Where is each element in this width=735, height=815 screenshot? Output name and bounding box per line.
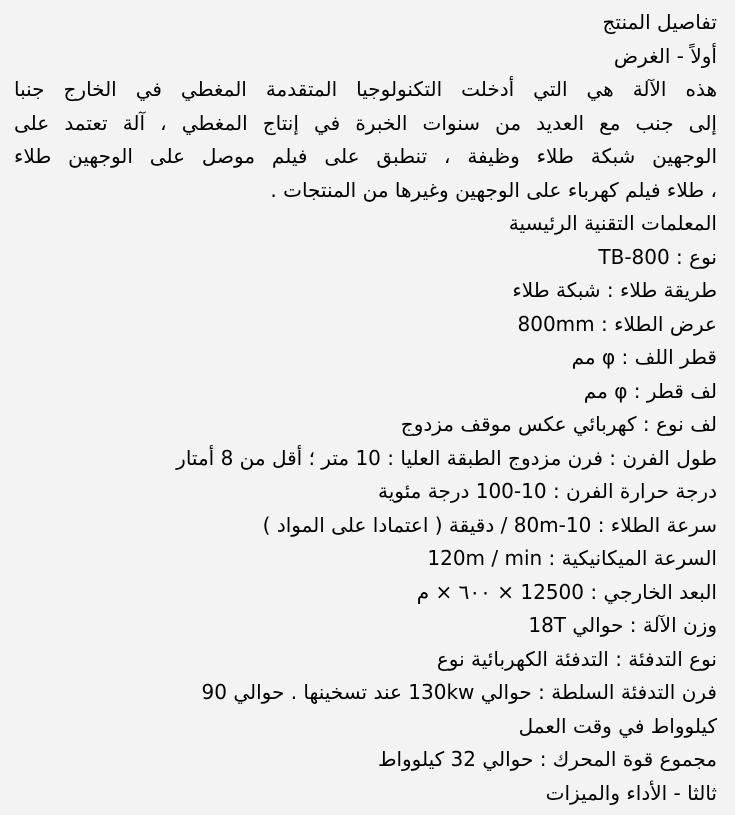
spec-line-coating-method: طريقة طلاء : شبكة طلاء <box>512 278 717 302</box>
spec-line-winding-diameter: قطر اللف : φ مم <box>571 345 717 369</box>
section-title-product-details: تفاصيل المنتج <box>602 10 717 34</box>
spec-line-heating-power: فرن التدفئة السلطة : حوالي 130kw عند تسخينها . حوالي 90 <box>201 680 717 704</box>
spec-line-heating-power-continued: كيلوواط في وقت العمل <box>518 713 717 738</box>
section-heading-performance: ثالثا - الأداء والميزات <box>545 780 717 805</box>
spec-line-winding-type: لف نوع : كهربائي عكس موقف مزدوج <box>400 412 717 436</box>
paragraph-line: الوجهين شبكة طلاء وظيفة ، تنطبق على فيلم موصل على الوجهين طلاء <box>14 144 717 168</box>
spec-line-unwinding-diameter: لف قطر : φ مم <box>583 378 717 403</box>
spec-line-heating-type: نوع التدفئة : التدفئة الكهربائية نوع <box>436 646 717 671</box>
spec-line-outer-dimensions: البعد الخارجي : 12500 × ٦٠٠ × م <box>416 579 717 604</box>
spec-line-coating-width: عرض الطلاء : 800mm <box>517 311 717 336</box>
spec-line-oven-temperature: درجة حرارة الفرن : 10-100 درجة مئوية <box>378 479 717 503</box>
spec-line-type: نوع : TB-800 <box>598 244 717 269</box>
spec-line-mechanical-speed: السرعة الميكانيكية : 120m / min <box>427 546 717 570</box>
paragraph-line: هذه الآلة هي التي أدخلت التكنولوجيا المتقدمة المغطي في الخارج جنبا <box>14 77 717 101</box>
section-heading-purpose: أولاً - الغرض <box>613 43 717 68</box>
spec-line-motor-power: مجموع قوة المحرك : حوالي 32 كيلوواط <box>377 747 717 771</box>
spec-line-oven-length: طول الفرن : فرن مزدوج الطبقة العليا : 10 متر ؛ أقل من 8 أمتار <box>176 445 717 470</box>
spec-line-coating-speed: سرعة الطلاء : 10-80m / دقيقة ( اعتمادا على المواد ) <box>262 512 717 537</box>
paragraph-line: ، طلاء فيلم كهرباء على الوجهين وغيرها من المنتجات . <box>270 177 717 202</box>
paragraph-line: إلى جنب مع العديد من سنوات الخبرة في إنتاج المغطي ، آلة تعتمد على <box>14 110 717 135</box>
section-heading-technical-parameters: المعلمات التقنية الرئيسية <box>508 211 717 235</box>
spec-line-machine-weight: وزن الآلة : حوالي 18T <box>528 613 717 637</box>
